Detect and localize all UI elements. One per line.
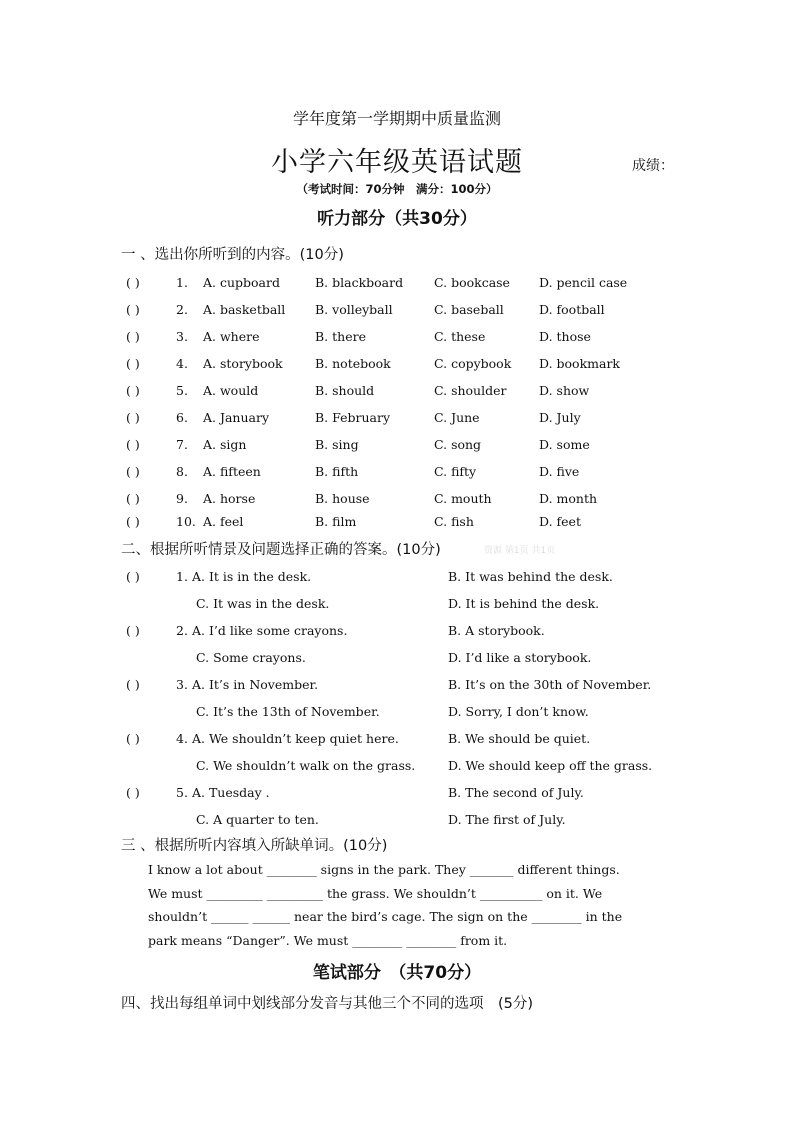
fill-line-2: We must _________ _________ the grass. We shouldn’t __________ on it. We xyxy=(148,886,603,901)
item-paren: ( ) xyxy=(126,623,140,638)
item-c: C. bookcase xyxy=(434,275,510,290)
item-b: B. there xyxy=(315,329,366,344)
section1-title: 一 、选出你所听到的内容。(10分) xyxy=(121,247,344,263)
item-num: 4. xyxy=(176,731,188,746)
item-d: D. feet xyxy=(539,514,581,529)
fill-line-3: shouldn’t ______ ______ near the bird’s cage. The sign on the ________ in the xyxy=(148,909,623,924)
item-b: B. February xyxy=(315,410,391,425)
item-c: C. shoulder xyxy=(434,383,507,398)
item-paren: ( ) xyxy=(126,464,140,479)
exam-main-title: 小学六年级英语试题 xyxy=(271,147,523,178)
item-a: A. January xyxy=(203,410,270,425)
item-b: B. film xyxy=(315,514,357,529)
item-b: B. It’s on the 30th of November. xyxy=(448,677,652,692)
item-c: C. A quarter to ten. xyxy=(196,812,319,827)
item-b: B. We should be quiet. xyxy=(448,731,591,746)
item-a: A. fifteen xyxy=(203,464,261,479)
item-num: 10. xyxy=(176,514,196,529)
item-num: 6. xyxy=(176,410,188,425)
item-d: D. July xyxy=(539,410,581,425)
item-d: D. It is behind the desk. xyxy=(448,596,600,611)
item-d: D. five xyxy=(539,464,580,479)
item-a: A. storybook xyxy=(203,356,283,371)
item-paren: ( ) xyxy=(126,275,140,290)
item-d: D. The first of July. xyxy=(448,812,566,827)
item-b: B. notebook xyxy=(315,356,391,371)
item-d: D. month xyxy=(539,491,598,506)
item-num: 5. xyxy=(176,383,188,398)
item-paren: ( ) xyxy=(126,437,140,452)
item-b: B. The second of July. xyxy=(448,785,584,800)
item-num: 2. xyxy=(176,623,188,638)
item-c: C. It’s the 13th of November. xyxy=(196,704,380,719)
item-c: C. We shouldn’t walk on the grass. xyxy=(196,758,416,773)
item-num: 4. xyxy=(176,356,188,371)
item-paren: ( ) xyxy=(126,785,140,800)
item-b: B. fifth xyxy=(315,464,359,479)
section3-title: 三 、根据所听内容填入所缺单词。(10分) xyxy=(121,838,388,854)
item-b: B. A storybook. xyxy=(448,623,545,638)
item-d: D. show xyxy=(539,383,590,398)
item-d: D. football xyxy=(539,302,605,317)
section4-title: 四、找出每组单词中划线部分发音与其他三个不同的选项 (5分) xyxy=(121,996,534,1012)
score-label: 成绩： xyxy=(632,158,674,174)
item-c: C. It was in the desk. xyxy=(196,596,330,611)
item-a: A. basketball xyxy=(203,302,286,317)
item-num: 5. xyxy=(176,785,188,800)
item-b: B. sing xyxy=(315,437,359,452)
item-paren: ( ) xyxy=(126,410,140,425)
listening-part-title: 听力部分（共30分） xyxy=(317,209,477,229)
item-b: B. blackboard xyxy=(315,275,404,290)
item-num: 2. xyxy=(176,302,188,317)
item-a: A. It is in the desk. xyxy=(192,569,312,584)
item-c: C. Some crayons. xyxy=(196,650,306,665)
item-a: A. Tuesday . xyxy=(192,785,270,800)
item-paren: ( ) xyxy=(126,491,140,506)
item-d: D. Sorry, I don’t know. xyxy=(448,704,589,719)
item-paren: ( ) xyxy=(126,677,140,692)
item-c: C. copybook xyxy=(434,356,512,371)
item-a: A. It’s in November. xyxy=(192,677,319,692)
item-d: D. We should keep off the grass. xyxy=(448,758,653,773)
item-a: A. feel xyxy=(203,514,244,529)
written-part-title: 笔试部分 （共70分） xyxy=(312,963,482,983)
exam-info: （考试时间：70分钟 满分：100分） xyxy=(296,182,498,196)
item-paren: ( ) xyxy=(126,383,140,398)
item-paren: ( ) xyxy=(126,302,140,317)
item-c: C. fish xyxy=(434,514,474,529)
item-a: A. would xyxy=(203,383,259,398)
item-c: C. these xyxy=(434,329,486,344)
item-d: D. those xyxy=(539,329,591,344)
item-a: A. I’d like some crayons. xyxy=(192,623,348,638)
item-d: D. bookmark xyxy=(539,356,621,371)
item-b: B. should xyxy=(315,383,375,398)
fill-line-1: I know a lot about ________ signs in the park. They _______ different things. xyxy=(148,862,620,877)
item-d: D. pencil case xyxy=(539,275,628,290)
item-b: B. volleyball xyxy=(315,302,393,317)
fill-line-4: park means “Danger”. We must ________ ________ from it. xyxy=(148,933,508,948)
item-c: C. mouth xyxy=(434,491,492,506)
item-a: A. sign xyxy=(203,437,247,452)
item-b: B. It was behind the desk. xyxy=(448,569,613,584)
item-a: A. cupboard xyxy=(203,275,280,290)
item-num: 7. xyxy=(176,437,188,452)
item-a: A. We shouldn’t keep quiet here. xyxy=(192,731,399,746)
item-a: A. horse xyxy=(203,491,256,506)
item-a: A. where xyxy=(203,329,260,344)
item-num: 1. xyxy=(176,275,188,290)
watermark-text: 资源 第1页 共1页 xyxy=(484,546,556,556)
item-num: 1. xyxy=(176,569,188,584)
item-c: C. song xyxy=(434,437,482,452)
item-d: D. I’d like a storybook. xyxy=(448,650,592,665)
item-paren: ( ) xyxy=(126,329,140,344)
item-paren: ( ) xyxy=(126,569,140,584)
exam-term-title: 学年度第一学期期中质量监测 xyxy=(292,109,501,128)
item-c: C. June xyxy=(434,410,480,425)
item-paren: ( ) xyxy=(126,514,140,529)
item-b: B. house xyxy=(315,491,370,506)
item-paren: ( ) xyxy=(126,356,140,371)
item-d: D. some xyxy=(539,437,590,452)
item-num: 9. xyxy=(176,491,188,506)
item-num: 3. xyxy=(176,329,188,344)
section2-title: 二、根据所听情景及问题选择正确的答案。(10分) xyxy=(121,542,441,558)
item-c: C. fifty xyxy=(434,464,477,479)
item-c: C. baseball xyxy=(434,302,504,317)
item-paren: ( ) xyxy=(126,731,140,746)
item-num: 8. xyxy=(176,464,188,479)
item-num: 3. xyxy=(176,677,188,692)
